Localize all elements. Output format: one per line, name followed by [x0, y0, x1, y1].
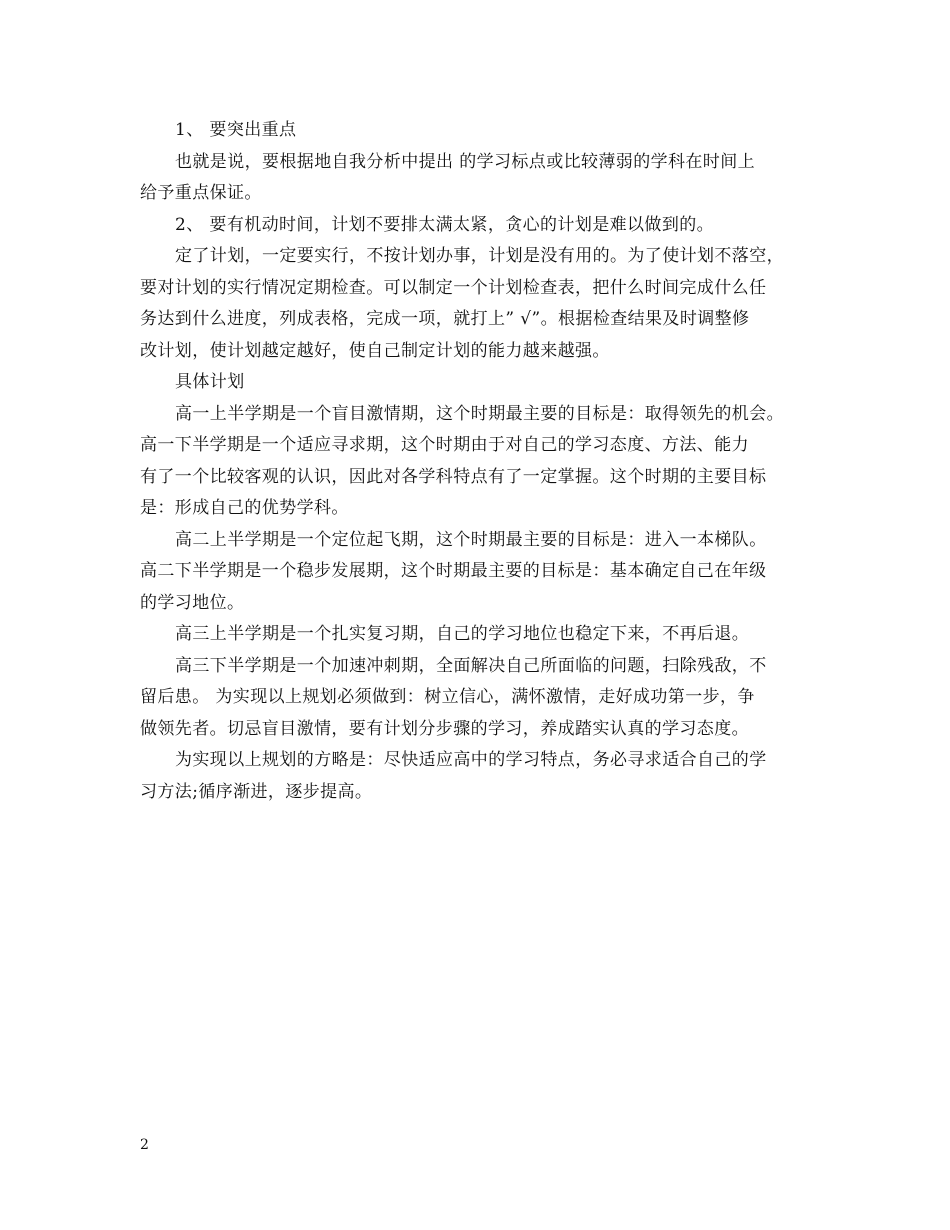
text-line: 改计划，使计划越定越好，使自己制定计划的能力越来越强。 [140, 340, 610, 361]
document-body [140, 115, 812, 808]
text-line: 给予重点保证。 [140, 183, 262, 203]
text-line: 做领先者。切忌盲目激情，要有计划分步骤的学习，养成踏实认真的学习态度。 [140, 718, 749, 739]
text-line: 高一下半学期是一个适应寻求期，这个时期由于对自己的学习态度、方法、能力 [140, 435, 749, 455]
paragraph-3 [140, 210, 812, 242]
text-line: 高三上半学期是一个扎实复习期，自己的学习地位也稳定下来，不再后退。 [175, 624, 750, 644]
page-number: 2 [140, 1137, 149, 1153]
text-line: 是：形成自己的优势学科。 [140, 498, 349, 518]
text-line: 留后患。 为实现以上规划必须做到：树立信心，满怀激情，走好成功第一步，争 [140, 687, 755, 707]
text-line: 有了一个比较客观的认识，因此对各学科特点有了一定掌握。这个时期的主要目标 [140, 466, 767, 487]
text-line: 务达到什么进度，列成表格，完成一项，就打上” √”。根据检查结果及时调整修 [140, 309, 750, 329]
text-line: 习方法;循序渐进，逐步提高。 [140, 781, 373, 802]
text-line: 高一上半学期是一个盲目激情期，这个时期最主要的目标是：取得领先的机会。 [175, 403, 784, 424]
text-line: 为实现以上规划的方略是：尽快适应高中的学习特点，务必寻求适合自己的学 [175, 750, 767, 770]
paragraph-10 [140, 745, 812, 808]
text-line: 也就是说，要根据地自我分析中提出 的学习标点或比较薄弱的学科在时间上 [175, 151, 756, 172]
paragraph-8 [140, 619, 812, 651]
text-line: 具体计划 [175, 372, 245, 392]
text-line: 要对计划的实行情况定期检查。可以制定一个计划检查表，把什么时间完成什么任 [140, 277, 767, 298]
text-line: 的学习地位。 [140, 592, 245, 613]
text-line: 高二上半学期是一个定位起飞期，这个时期最主要的目标是：进入一本梯队。 [175, 529, 767, 550]
paragraph-1 [140, 115, 812, 147]
text-line: 定了计划，一定要实行，不按计划办事，计划是没有用的。为了使计划不落空， [175, 246, 784, 266]
text-line: 高三下半学期是一个加速冲刺期，全面解决自己所面临的问题，扫除残敌，不 [175, 655, 767, 676]
paragraph-4 [140, 241, 812, 367]
paragraph-5-heading [140, 367, 812, 399]
paragraph-9 [140, 651, 812, 746]
text-line: 1、 要突出重点 [175, 120, 297, 140]
text-line: 高二下半学期是一个稳步发展期，这个时期最主要的目标是：基本确定自己在年级 [140, 561, 767, 581]
paragraph-6 [140, 399, 812, 525]
paragraph-2 [140, 147, 812, 210]
paragraph-7 [140, 525, 812, 620]
text-line: 2、 要有机动时间，计划不要排太满太紧，贪心的计划是难以做到的。 [175, 214, 715, 235]
